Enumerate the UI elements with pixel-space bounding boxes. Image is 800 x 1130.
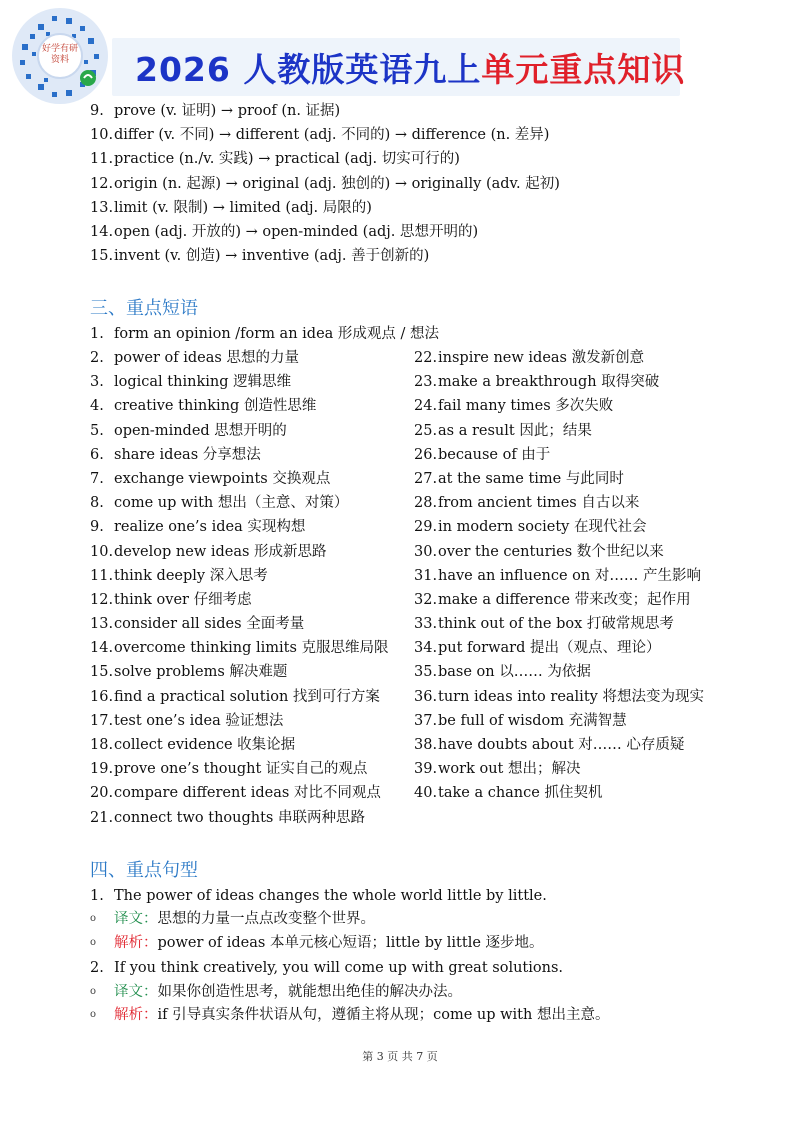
word-text: limit (v. 限制) → limited (adj. 局限的) bbox=[114, 200, 372, 216]
logo-text-line1: 好学有研 bbox=[41, 44, 78, 54]
phrase-item bbox=[414, 711, 704, 735]
phrase-num: 18. bbox=[90, 737, 114, 753]
phrase-num: 38. bbox=[414, 737, 438, 753]
logo-text-line2: 资料 bbox=[50, 55, 69, 65]
bullet-icon: o bbox=[90, 986, 97, 997]
phrase-text: fail many times 多次失败 bbox=[438, 398, 614, 415]
phrase-item bbox=[414, 662, 704, 686]
phrase-text: make a breakthrough 取得突破 bbox=[438, 374, 660, 391]
phrase-text: come up with 想出（主意、对策） bbox=[114, 495, 349, 512]
phrase-num: 27. bbox=[414, 470, 438, 487]
phrase-text: turn ideas into reality 将想法变为现实 bbox=[438, 688, 704, 705]
bullet-icon: o bbox=[90, 937, 97, 948]
phrase-num: 16. bbox=[90, 688, 114, 705]
phrase-item bbox=[414, 687, 704, 711]
sentence-translation bbox=[90, 982, 462, 1002]
word-text: differ (v. 不同) → different (adj. 不同的) → difference (n. 差异) bbox=[114, 127, 550, 143]
title-part-subject: 英语九上 bbox=[345, 50, 482, 89]
phrase-text: realize one’s idea 实现构想 bbox=[114, 519, 306, 536]
phrase-num: 2. bbox=[90, 350, 104, 366]
word-num: 12. bbox=[90, 176, 114, 192]
phrase-item bbox=[414, 445, 704, 469]
phrase-item bbox=[90, 566, 389, 590]
phrase-text: take a chance 抓住契机 bbox=[438, 785, 603, 802]
phrase-item bbox=[90, 421, 389, 445]
phrase-text: over the centuries 数个世纪以来 bbox=[438, 543, 664, 560]
phrase-num: 15. bbox=[90, 664, 114, 681]
phrase-num: 14. bbox=[90, 640, 114, 657]
translation-tag: 译文： bbox=[114, 911, 158, 927]
phrase-num: 33. bbox=[414, 616, 438, 633]
phrase-text: compare different ideas 对比不同观点 bbox=[114, 785, 381, 802]
phrase-item bbox=[414, 372, 704, 396]
word-num: 15. bbox=[90, 248, 114, 264]
phrase-item bbox=[90, 469, 389, 493]
phrase-item bbox=[90, 493, 389, 517]
phrase-item bbox=[90, 711, 389, 735]
phrase-item bbox=[414, 421, 704, 445]
phrase-text: test one’s idea 验证想法 bbox=[114, 712, 284, 729]
phrase-text: from ancient times 自古以来 bbox=[438, 495, 640, 512]
phrase-num: 19. bbox=[90, 761, 114, 778]
word-text: prove (v. 证明) → proof (n. 证据) bbox=[114, 103, 341, 119]
word-text: practice (n./v. 实践) → practical (adj. 切实可行的) bbox=[114, 151, 460, 167]
title-part-topic: 单元重点知识 bbox=[481, 50, 686, 89]
phrase-num: 11. bbox=[90, 567, 114, 584]
translation-tag: 译文： bbox=[114, 984, 158, 1000]
word-item bbox=[90, 246, 429, 266]
phrase-text: prove one’s thought 证实自己的观点 bbox=[114, 761, 368, 778]
bullet-icon: o bbox=[90, 1009, 97, 1020]
bullet-icon: o bbox=[90, 913, 97, 924]
word-num: 14. bbox=[90, 224, 114, 240]
phrase-item bbox=[414, 348, 704, 372]
phrase-text: have an influence on 对…… 产生影响 bbox=[438, 567, 701, 584]
phrase-text: base on 以…… 为依据 bbox=[438, 664, 591, 681]
phrase-text: find a practical solution 找到可行方案 bbox=[114, 688, 380, 705]
word-text: origin (n. 起源) → original (adj. 独创的) → originally (adv. 起初) bbox=[114, 176, 560, 192]
phrase-text: in modern society 在现代社会 bbox=[438, 519, 647, 536]
sentence-english bbox=[90, 958, 563, 978]
phrase-text: logical thinking 逻辑思维 bbox=[114, 374, 292, 391]
phrase-text: as a result 因此；结果 bbox=[438, 422, 592, 439]
phrase-item bbox=[90, 687, 389, 711]
phrase-num: 29. bbox=[414, 519, 438, 536]
phrase-item bbox=[90, 542, 389, 566]
qr-logo bbox=[8, 4, 112, 108]
word-item bbox=[90, 101, 340, 121]
phrase-text: exchange viewpoints 交换观点 bbox=[114, 470, 331, 487]
phrase-num: 9. bbox=[90, 519, 104, 536]
phrase-num: 5. bbox=[90, 422, 104, 439]
phrase-item bbox=[90, 808, 389, 832]
sentence-num: 2. bbox=[90, 960, 104, 976]
page-footer: 第 3 页 共 7 页 bbox=[362, 1050, 438, 1063]
phrase-item bbox=[90, 759, 389, 783]
phrase-num: 35. bbox=[414, 664, 438, 681]
phrase-num: 8. bbox=[90, 495, 104, 512]
phrase-num: 34. bbox=[414, 640, 438, 657]
sentence-text: The power of ideas changes the whole world little by little. bbox=[114, 888, 547, 904]
sentence-text: If you think creatively, you will come up with great solutions. bbox=[114, 960, 563, 976]
phrase-item bbox=[90, 590, 389, 614]
phrase-text: solve problems 解决难题 bbox=[114, 664, 288, 681]
phrase-item bbox=[90, 662, 389, 686]
phrase-text: make a difference 带来改变；起作用 bbox=[438, 591, 691, 608]
phrase-num: 13. bbox=[90, 616, 114, 633]
phrase-text: think out of the box 打破常规思考 bbox=[438, 616, 674, 633]
phrase-num: 31. bbox=[414, 567, 438, 584]
phrase-text: have doubts about 对…… 心存质疑 bbox=[438, 737, 685, 753]
phrase-num: 28. bbox=[414, 495, 438, 512]
phrase-text: creative thinking 创造性思维 bbox=[114, 398, 317, 415]
phrase-text: inspire new ideas 激发新创意 bbox=[438, 350, 645, 366]
phrase-text: develop new ideas 形成新思路 bbox=[114, 543, 327, 560]
sentence-note bbox=[90, 933, 544, 953]
word-num: 11. bbox=[90, 151, 114, 167]
title-part-year: 2026 人教版 bbox=[135, 50, 346, 89]
phrase-item bbox=[90, 348, 389, 372]
phrase-num: 21. bbox=[90, 809, 114, 826]
phrase-num: 24. bbox=[414, 398, 438, 415]
section-heading-sentences: 四、重点句型 bbox=[90, 860, 198, 881]
phrase-num: 6. bbox=[90, 446, 104, 463]
phrase-text: open-minded 思想开明的 bbox=[114, 422, 287, 439]
phrase-num: 1. bbox=[90, 326, 104, 342]
sentence-translation bbox=[90, 909, 375, 929]
note-text: if 引导真实条件状语从句，遵循主将从现；come up with 想出主意。 bbox=[157, 1007, 610, 1023]
word-num: 9. bbox=[90, 103, 104, 119]
phrase-item bbox=[414, 638, 704, 662]
phrase-num: 40. bbox=[414, 785, 438, 802]
phrase-num: 23. bbox=[414, 374, 438, 391]
phrase-item bbox=[90, 324, 439, 344]
logo-text bbox=[38, 44, 82, 66]
note-tag: 解析： bbox=[114, 935, 158, 951]
phrase-column-right bbox=[414, 348, 704, 808]
section-heading-phrases: 三、重点短语 bbox=[90, 298, 198, 319]
word-item bbox=[90, 222, 478, 242]
phrase-text: think deeply 深入思考 bbox=[114, 567, 268, 584]
phrase-num: 20. bbox=[90, 785, 114, 802]
phrase-text: think over 仔细考虑 bbox=[114, 591, 252, 608]
note-tag: 解析： bbox=[114, 1007, 158, 1023]
phrase-text: form an opinion /form an idea 形成观点 / 想法 bbox=[114, 326, 440, 342]
word-num: 10. bbox=[90, 127, 114, 143]
phrase-item bbox=[90, 396, 389, 420]
phrase-item bbox=[414, 759, 704, 783]
phrase-num: 36. bbox=[414, 688, 438, 705]
phrase-text: collect evidence 收集论据 bbox=[114, 737, 296, 753]
phrase-num: 3. bbox=[90, 374, 104, 391]
phrase-num: 4. bbox=[90, 398, 104, 415]
phrase-num: 25. bbox=[414, 422, 438, 439]
phrase-text: at the same time 与此同时 bbox=[438, 470, 624, 487]
translation-text: 如果你创造性思考，就能想出绝佳的解决办法。 bbox=[157, 984, 462, 1000]
phrase-item bbox=[414, 566, 704, 590]
sentence-num: 1. bbox=[90, 888, 104, 904]
phrase-num: 12. bbox=[90, 591, 114, 608]
phrase-item bbox=[414, 517, 704, 541]
phrase-num: 26. bbox=[414, 446, 438, 463]
phrase-item bbox=[414, 493, 704, 517]
phrase-text: put forward 提出（观点、理论） bbox=[438, 640, 661, 657]
phrase-num: 30. bbox=[414, 543, 438, 560]
phrase-item bbox=[414, 614, 704, 638]
word-item bbox=[90, 149, 460, 169]
phrase-text: work out 想出；解决 bbox=[438, 761, 581, 778]
sentence-english bbox=[90, 886, 547, 906]
phrase-item bbox=[414, 396, 704, 420]
phrase-item bbox=[414, 469, 704, 493]
page-title bbox=[135, 44, 685, 91]
word-item bbox=[90, 125, 549, 145]
phrase-text: connect two thoughts 串联两种思路 bbox=[114, 809, 365, 826]
word-item bbox=[90, 174, 560, 194]
word-num: 13. bbox=[90, 200, 114, 216]
phrase-item bbox=[90, 783, 389, 807]
phrase-num: 22. bbox=[414, 350, 438, 366]
phrase-item bbox=[414, 783, 704, 807]
sentence-note bbox=[90, 1005, 609, 1025]
phrase-item bbox=[414, 542, 704, 566]
phrase-text: because of 由于 bbox=[438, 446, 551, 463]
phrase-item bbox=[90, 614, 389, 638]
phrase-text: consider all sides 全面考量 bbox=[114, 616, 305, 633]
phrase-num: 17. bbox=[90, 712, 114, 729]
phrase-text: share ideas 分享想法 bbox=[114, 446, 261, 463]
translation-text: 思想的力量一点点改变整个世界。 bbox=[157, 911, 375, 927]
phrase-item bbox=[90, 517, 389, 541]
phrase-item bbox=[414, 735, 704, 759]
phrase-num: 7. bbox=[90, 470, 104, 487]
phrase-column-left bbox=[90, 348, 389, 832]
phrase-num: 10. bbox=[90, 543, 114, 560]
phrase-item bbox=[90, 638, 389, 662]
phrase-item bbox=[414, 590, 704, 614]
phrase-item bbox=[90, 735, 389, 759]
phrase-text: power of ideas 思想的力量 bbox=[114, 350, 299, 366]
word-text: open (adj. 开放的) → open-minded (adj. 思想开明的) bbox=[114, 224, 479, 240]
phrase-num: 32. bbox=[414, 591, 438, 608]
phrase-item bbox=[90, 445, 389, 469]
phrase-num: 37. bbox=[414, 712, 438, 729]
phrase-text: overcome thinking limits 克服思维局限 bbox=[114, 640, 389, 657]
word-item bbox=[90, 198, 372, 218]
phrase-num: 39. bbox=[414, 761, 438, 778]
note-text: power of ideas 本单元核心短语；little by little 逐步地。 bbox=[157, 935, 544, 951]
phrase-text: be full of wisdom 充满智慧 bbox=[438, 712, 627, 729]
word-text: invent (v. 创造) → inventive (adj. 善于创新的) bbox=[114, 248, 430, 264]
phrase-item bbox=[90, 372, 389, 396]
